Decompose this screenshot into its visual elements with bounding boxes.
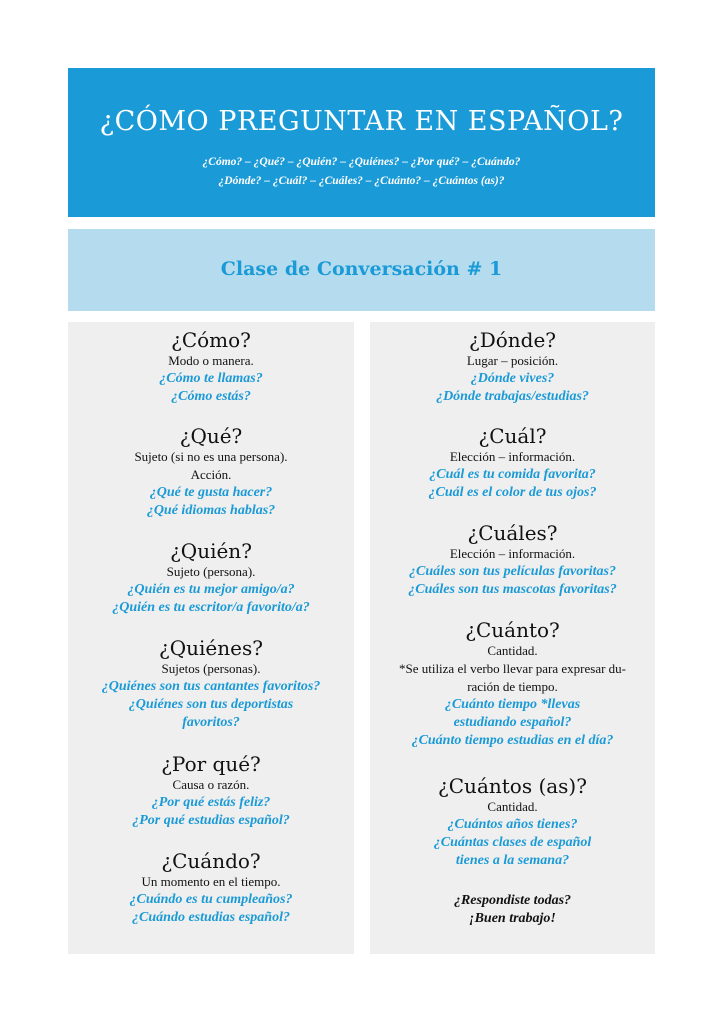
closing-line: ¿Respondiste todas?: [453, 893, 572, 908]
example-question: ¿Por qué estás feliz?: [151, 795, 271, 810]
description: Sujetos (personas).: [161, 661, 261, 676]
description: Cantidad.: [487, 799, 538, 814]
question-word: ¿Cuál?: [478, 424, 547, 448]
example-question: favoritos?: [182, 715, 240, 730]
section-cuales: [370, 521, 655, 599]
section-donde: [370, 328, 655, 406]
section-quienes: [68, 636, 354, 732]
example-question: ¿Cuánto tiempo *llevas: [444, 697, 581, 712]
description: Lugar – posición.: [466, 353, 559, 368]
example-question: ¿Cuál es tu comida favorita?: [429, 467, 596, 482]
example-question: tienes a la semana?: [455, 853, 570, 868]
description: Causa o razón.: [172, 777, 250, 792]
example-question: ¿Qué idiomas hablas?: [146, 503, 276, 518]
example-question: ¿Quiénes son tus cantantes favoritos?: [101, 679, 321, 694]
question-word: ¿Dónde?: [468, 328, 557, 352]
section-por-que: [68, 752, 354, 830]
example-question: ¿Dónde vives?: [470, 371, 555, 386]
example-question: ¿Dónde trabajas/estudias?: [436, 389, 589, 404]
example-question: ¿Cuáles son tus mascotas favoritas?: [408, 582, 617, 597]
question-word: ¿Qué?: [179, 424, 243, 448]
question-word: ¿Cuánto?: [465, 618, 560, 642]
section-cual: [370, 424, 655, 502]
example-question: ¿Por qué estudias español?: [132, 813, 290, 828]
question-words-line-1: ¿Cómo? – ¿Qué? – ¿Quién? – ¿Quiénes? – ¿Por qué? – ¿Cuándo?: [202, 156, 521, 168]
question-words-line-2: ¿Dónde? – ¿Cuál? – ¿Cuáles? – ¿Cuánto? – ¿Cuántos (as)?: [218, 175, 505, 187]
section-cuanto: [370, 618, 655, 750]
section-cuantos: [370, 774, 655, 870]
page-title: ¿CÓMO PREGUNTAR EN ESPAÑOL?: [99, 106, 624, 137]
example-question: ¿Quién es tu escritor/a favorito/a?: [112, 600, 310, 615]
closing-line: ¡Buen trabajo!: [469, 911, 556, 926]
header-banner: [68, 68, 655, 217]
description: Sujeto (si no es una persona).: [134, 449, 288, 464]
example-question: ¿Cuándo es tu cumpleaños?: [129, 892, 293, 907]
description: Cantidad.: [487, 643, 538, 658]
closing-message: [370, 892, 655, 928]
section-que: [68, 424, 354, 520]
section-cuando: [68, 849, 354, 927]
description: Un momento en el tiempo.: [141, 874, 281, 889]
question-word: ¿Cuántos (as)?: [438, 774, 587, 798]
example-question: ¿Qué te gusta hacer?: [149, 485, 273, 500]
class-title: Clase de Conversación # 1: [220, 258, 503, 280]
question-word: ¿Cuáles?: [467, 521, 558, 545]
class-title-bar: [68, 229, 655, 311]
example-question: ¿Cómo estás?: [171, 389, 251, 404]
example-question: ¿Cuántos años tienes?: [447, 817, 578, 832]
example-question: ¿Cuál es el color de tus ojos?: [428, 485, 597, 500]
example-question: ¿Cuántas clases de español: [433, 835, 592, 850]
left-column: [68, 322, 354, 954]
question-word: ¿Quién?: [170, 539, 252, 563]
example-question: estudiando español?: [453, 715, 572, 730]
question-word: ¿Cómo?: [171, 328, 251, 352]
description: Acción.: [190, 467, 232, 482]
description: Elección – información.: [449, 546, 576, 561]
example-question: ¿Cuáles son tus películas favoritas?: [409, 564, 616, 579]
question-word: ¿Por qué?: [161, 752, 261, 776]
example-question: ¿Cuándo estudias español?: [132, 910, 290, 925]
example-question: ¿Quién es tu mejor amigo/a?: [127, 582, 295, 597]
example-question: ¿Quiénes son tus deportistas: [128, 697, 294, 712]
description: Modo o manera.: [168, 353, 254, 368]
example-question: ¿Cómo te llamas?: [159, 371, 263, 386]
example-question: ¿Cuánto tiempo estudias en el día?: [411, 733, 614, 748]
right-column: [370, 322, 655, 954]
description: ración de tiempo.: [467, 679, 558, 694]
description: Elección – información.: [449, 449, 576, 464]
description: *Se utiliza el verbo llevar para expresar du-: [398, 661, 627, 676]
description: Sujeto (persona).: [166, 564, 256, 579]
section-quien: [68, 539, 354, 617]
question-word: ¿Cuándo?: [161, 849, 261, 873]
section-como: [68, 328, 354, 406]
question-word: ¿Quiénes?: [159, 636, 263, 660]
